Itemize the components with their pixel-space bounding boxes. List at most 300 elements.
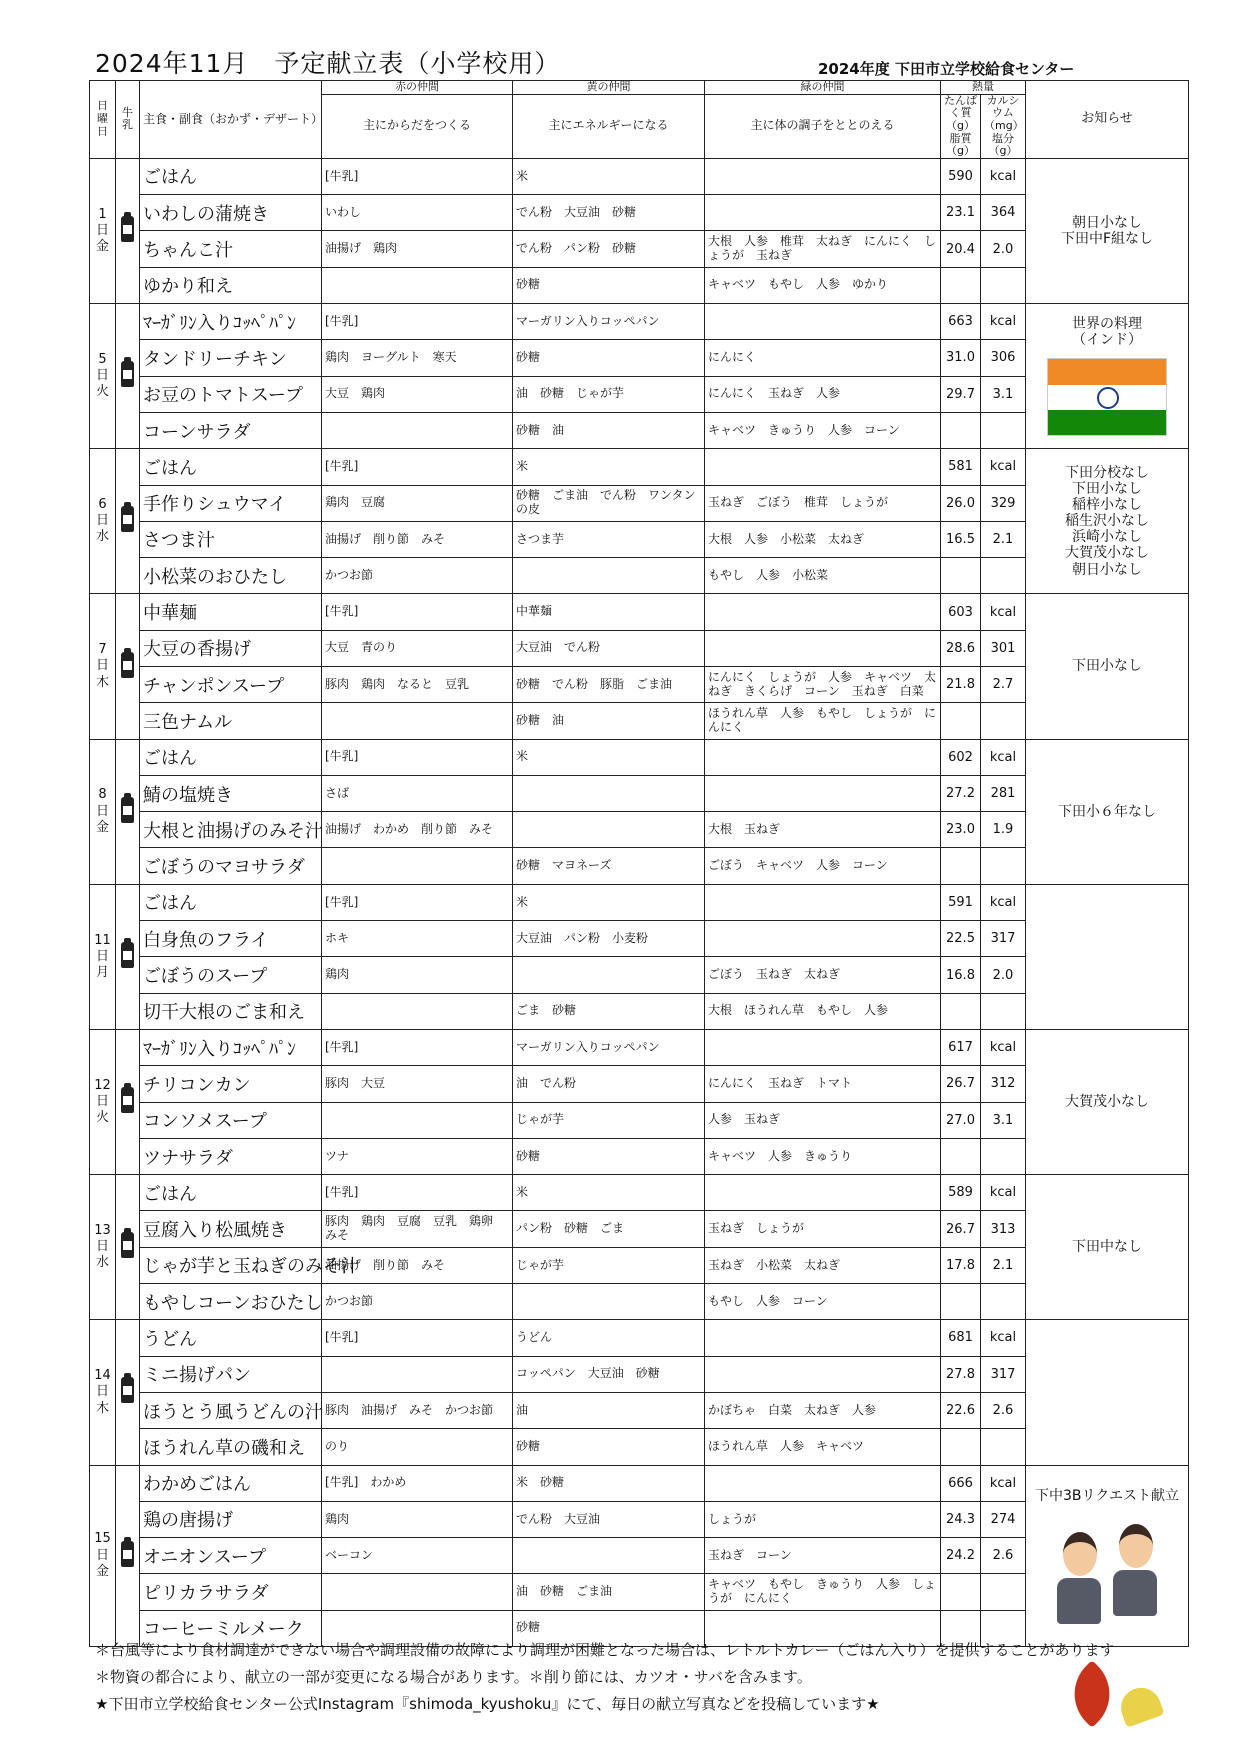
nutrition-value-2: 274	[981, 1501, 1026, 1537]
yellow-ingredients	[513, 1538, 705, 1574]
notice-text: 世界の料理	[1072, 316, 1142, 333]
table-row	[90, 195, 1189, 231]
nutrition-value-2: 2.6	[981, 1392, 1026, 1428]
green-ingredients: しょうが	[705, 1501, 941, 1537]
notice-text: 下田小なし	[1072, 481, 1142, 498]
milk-cell	[116, 1175, 140, 1320]
green-ingredients: 玉ねぎ ごぼう 椎茸 しょうが	[705, 485, 941, 521]
nutrition-value-1: 22.6	[941, 1392, 981, 1428]
day-date: 13	[94, 1222, 111, 1238]
table-row	[90, 1465, 1189, 1501]
nutrition-value-2: 2.7	[981, 667, 1026, 703]
green-ingredients: にんにく 玉ねぎ 人参	[705, 376, 941, 412]
day-cell	[90, 1465, 116, 1646]
milk-cell	[116, 1465, 140, 1646]
col-protein-fat: たんぱく質（g） 脂質（g）	[941, 94, 981, 158]
dish-name: 豆腐入り松風焼き	[140, 1211, 322, 1247]
notice-text: （インド）	[1072, 332, 1142, 349]
green-ingredients: 大根 人参 椎茸 太ねぎ にんにく しょうが 玉ねぎ	[705, 231, 941, 267]
red-ingredients: [牛乳]	[322, 449, 513, 485]
green-ingredients: ごぼう キャベツ 人参 コーン	[705, 848, 941, 884]
nutrition-value-1	[941, 1574, 981, 1610]
dish-name: ちゃんこ汁	[140, 231, 322, 267]
yellow-ingredients: 砂糖	[513, 1610, 705, 1646]
dish-name: 三色ナムル	[140, 703, 322, 739]
milk-cell	[116, 304, 140, 449]
green-ingredients	[705, 449, 941, 485]
red-ingredients	[322, 993, 513, 1029]
dish-name: ごはん	[140, 1175, 322, 1211]
day-unit: 日	[95, 1093, 109, 1109]
dish-name: 小松菜のおひたし	[140, 558, 322, 594]
nutrition-value-2: 301	[981, 630, 1026, 666]
dish-name: うどん	[140, 1320, 322, 1356]
red-ingredients: [牛乳]	[322, 884, 513, 920]
nutrition-value-2: 317	[981, 921, 1026, 957]
table-row	[90, 158, 1189, 194]
day-unit: 日	[95, 513, 109, 529]
nutrition-value-1: 24.2	[941, 1538, 981, 1574]
day-cell	[90, 158, 116, 303]
nutrition-value-1	[941, 993, 981, 1029]
day-weekday: 金	[95, 1563, 109, 1579]
yellow-ingredients: でん粉 大豆油	[513, 1501, 705, 1537]
yellow-ingredients: 砂糖	[513, 1138, 705, 1174]
nutrition-value-2: 317	[981, 1356, 1026, 1392]
nutrition-value-1	[941, 1138, 981, 1174]
yellow-ingredients: 米	[513, 1175, 705, 1211]
nutrition-value-1: 28.6	[941, 630, 981, 666]
day-date: 15	[94, 1531, 111, 1547]
day-weekday: 木	[95, 1400, 109, 1416]
table-row	[90, 1066, 1189, 1102]
students-illustration	[1047, 1524, 1167, 1624]
milk-carton-icon	[121, 942, 134, 968]
dish-name: ごはん	[140, 739, 322, 775]
nutrition-value-1: 617	[941, 1029, 981, 1065]
nutrition-value-1	[941, 1284, 981, 1320]
nutrition-value-1: 16.8	[941, 957, 981, 993]
notice-text: 浜崎小なし	[1072, 529, 1142, 546]
red-ingredients: かつお節	[322, 558, 513, 594]
green-ingredients: キャベツ 人参 きゅうり	[705, 1138, 941, 1174]
dish-name: チリコンカン	[140, 1066, 322, 1102]
notice-cell	[1026, 1320, 1189, 1465]
green-ingredients: ごぼう 玉ねぎ 太ねぎ	[705, 957, 941, 993]
table-row	[90, 775, 1189, 811]
student-head	[1119, 1524, 1153, 1568]
nutrition-value-2: kcal	[981, 739, 1026, 775]
yellow-ingredients: 砂糖 マヨネーズ	[513, 848, 705, 884]
milk-cell	[116, 739, 140, 884]
nutrition-value-2: 3.1	[981, 376, 1026, 412]
nutrition-value-1: 24.3	[941, 1501, 981, 1537]
green-ingredients	[705, 775, 941, 811]
green-ingredients: 玉ねぎ しょうが	[705, 1211, 941, 1247]
nutrition-value-2: 2.1	[981, 1247, 1026, 1283]
day-date: 6	[98, 496, 107, 512]
red-ingredients	[322, 1574, 513, 1610]
green-ingredients: にんにく	[705, 340, 941, 376]
table-row	[90, 993, 1189, 1029]
nutrition-value-1: 27.8	[941, 1356, 981, 1392]
red-ingredients: ベーコン	[322, 1538, 513, 1574]
dish-name: オニオンスープ	[140, 1538, 322, 1574]
nutrition-value-2: kcal	[981, 304, 1026, 340]
table-row	[90, 1029, 1189, 1065]
boy-student-icon	[1057, 1532, 1103, 1624]
green-ingredients: 大根 玉ねぎ	[705, 812, 941, 848]
red-ingredients: 大豆 青のり	[322, 630, 513, 666]
yellow-ingredients: でん粉 大豆油 砂糖	[513, 195, 705, 231]
notice-text: 下田分校なし	[1065, 464, 1149, 481]
dish-name: チャンポンスープ	[140, 667, 322, 703]
day-cell	[90, 1029, 116, 1174]
notice-text: 下中3Bリクエスト献立	[1035, 1487, 1179, 1504]
notice-text: 朝日小なし	[1072, 214, 1142, 231]
red-ingredients: さば	[322, 775, 513, 811]
table-row	[90, 1138, 1189, 1174]
nutrition-value-1	[941, 848, 981, 884]
yellow-ingredients: 砂糖 ごま油 でん粉 ワンタンの皮	[513, 485, 705, 521]
dish-name: タンドリーチキン	[140, 340, 322, 376]
red-ingredients: 豚肉 大豆	[322, 1066, 513, 1102]
green-ingredients: もやし 人参 小松菜	[705, 558, 941, 594]
dish-name: ごはん	[140, 449, 322, 485]
dish-name: わかめごはん	[140, 1465, 322, 1501]
green-ingredients: 人参 玉ねぎ	[705, 1102, 941, 1138]
table-row	[90, 884, 1189, 920]
yellow-ingredients	[513, 558, 705, 594]
nutrition-value-2: 329	[981, 485, 1026, 521]
nutrition-value-2: 2.6	[981, 1538, 1026, 1574]
notice-cell	[1026, 304, 1189, 449]
day-unit: 日	[95, 803, 109, 819]
table-row	[90, 957, 1189, 993]
nutrition-value-2: 312	[981, 1066, 1026, 1102]
day-weekday: 火	[95, 1110, 109, 1126]
table-row	[90, 376, 1189, 412]
nutrition-value-1: 589	[941, 1175, 981, 1211]
dish-name: 白身魚のフライ	[140, 921, 322, 957]
day-date: 8	[98, 787, 107, 803]
nutrition-value-1: 26.7	[941, 1066, 981, 1102]
green-ingredients	[705, 630, 941, 666]
nutrition-value-2: 2.0	[981, 231, 1026, 267]
dish-name: いわしの蒲焼き	[140, 195, 322, 231]
yellow-ingredients: 油	[513, 1392, 705, 1428]
red-ingredients: ツナ	[322, 1138, 513, 1174]
notice-cell	[1026, 1175, 1189, 1320]
table-row	[90, 1356, 1189, 1392]
milk-cell	[116, 158, 140, 303]
nutrition-value-1: 681	[941, 1320, 981, 1356]
nutrition-value-2	[981, 848, 1026, 884]
table-row	[90, 340, 1189, 376]
nutrition-value-1: 22.5	[941, 921, 981, 957]
notice-text: 下田中なし	[1072, 1239, 1142, 1256]
green-ingredients: 大根 ほうれん草 もやし 人参	[705, 993, 941, 1029]
dish-name: ゆかり和え	[140, 267, 322, 303]
nutrition-value-1: 20.4	[941, 231, 981, 267]
notice-text: 朝日小なし	[1072, 561, 1142, 578]
dish-name: ほうとう風うどんの汁	[140, 1392, 322, 1428]
red-ingredients: [牛乳]	[322, 1175, 513, 1211]
col-yellow-sub: 主にエネルギーになる	[513, 94, 705, 158]
nutrition-value-1: 21.8	[941, 667, 981, 703]
nutrition-value-1: 26.0	[941, 485, 981, 521]
notice-cell	[1026, 739, 1189, 884]
nutrition-value-2	[981, 993, 1026, 1029]
table-row	[90, 1392, 1189, 1428]
page-title: 2024年11月 予定献立表（小学校用）	[95, 49, 561, 78]
red-ingredients: [牛乳] わかめ	[322, 1465, 513, 1501]
dish-name: ごぼうのマヨサラダ	[140, 848, 322, 884]
milk-carton-icon	[121, 216, 134, 242]
student-head	[1063, 1532, 1097, 1576]
nutrition-value-2: 2.0	[981, 957, 1026, 993]
dish-name: 鶏の唐揚げ	[140, 1501, 322, 1537]
day-cell	[90, 1175, 116, 1320]
footnote-change: ＊物資の都合により、献立の一部が変更になる場合があります。＊削り節には、カツオ・サバを含みます。	[95, 1668, 812, 1686]
red-ingredients	[322, 267, 513, 303]
table-row	[90, 1175, 1189, 1211]
nutrition-value-1	[941, 1429, 981, 1465]
red-ingredients	[322, 848, 513, 884]
table-row	[90, 739, 1189, 775]
yellow-ingredients: うどん	[513, 1320, 705, 1356]
nutrition-value-2: kcal	[981, 594, 1026, 630]
dish-name: ごはん	[140, 158, 322, 194]
col-day: 日曜日	[90, 81, 116, 159]
milk-carton-icon	[121, 1377, 134, 1403]
red-ingredients: 油揚げ 鶏肉	[322, 231, 513, 267]
day-weekday: 木	[95, 674, 109, 690]
notice-cell	[1026, 594, 1189, 739]
yellow-ingredients: 油 砂糖 ごま油	[513, 1574, 705, 1610]
red-ingredients: 豚肉 油揚げ みそ かつお節	[322, 1392, 513, 1428]
nutrition-value-2: 281	[981, 775, 1026, 811]
red-ingredients: いわし	[322, 195, 513, 231]
day-date: 5	[98, 351, 107, 367]
green-ingredients	[705, 1320, 941, 1356]
nutrition-value-2	[981, 412, 1026, 448]
table-row	[90, 449, 1189, 485]
yellow-ingredients: じゃが芋	[513, 1247, 705, 1283]
center-name: 2024年度 下田市立学校給食センター	[818, 60, 1075, 78]
yellow-ingredients: 砂糖 でん粉 豚脂 ごま油	[513, 667, 705, 703]
yellow-ingredients	[513, 775, 705, 811]
yellow-ingredients: 砂糖	[513, 267, 705, 303]
col-dish: 主食・副食（おかず・デザート）	[140, 81, 322, 159]
milk-carton-icon	[121, 361, 134, 387]
yellow-ingredients: パン粉 砂糖 ごま	[513, 1211, 705, 1247]
green-ingredients: 玉ねぎ 小松菜 太ねぎ	[705, 1247, 941, 1283]
table-row	[90, 558, 1189, 594]
dish-name: 切干大根のごま和え	[140, 993, 322, 1029]
notice-cell	[1026, 449, 1189, 594]
milk-carton-icon	[121, 1541, 134, 1567]
red-ingredients: ホキ	[322, 921, 513, 957]
table-row	[90, 703, 1189, 739]
table-row	[90, 485, 1189, 521]
maple-leaf-icon	[1058, 1660, 1126, 1728]
day-unit: 日	[95, 1547, 109, 1563]
yellow-ingredients: 砂糖 油	[513, 703, 705, 739]
nutrition-value-1: 590	[941, 158, 981, 194]
dish-name: 大豆の香揚げ	[140, 630, 322, 666]
red-ingredients: 鶏肉 ヨーグルト 寒天	[322, 340, 513, 376]
green-ingredients	[705, 594, 941, 630]
table-row	[90, 304, 1189, 340]
dish-name: ミニ揚げパン	[140, 1356, 322, 1392]
dish-name: 大根と油揚げのみそ汁	[140, 812, 322, 848]
footnotes	[95, 1637, 1195, 1718]
nutrition-value-2: 3.1	[981, 1102, 1026, 1138]
notice-text: 下田中F組なし	[1060, 230, 1154, 247]
nutrition-value-2	[981, 558, 1026, 594]
day-unit: 日	[95, 1384, 109, 1400]
notice-cell	[1026, 1465, 1189, 1646]
yellow-ingredients: さつま芋	[513, 521, 705, 557]
table-row	[90, 1538, 1189, 1574]
milk-cell	[116, 1320, 140, 1465]
day-cell	[90, 304, 116, 449]
milk-carton-icon	[121, 1232, 134, 1258]
nutrition-value-1: 26.7	[941, 1211, 981, 1247]
dish-name: コーヒーミルメーク	[140, 1610, 322, 1646]
red-ingredients: 大豆 鶏肉	[322, 376, 513, 412]
nutrition-value-1: 591	[941, 884, 981, 920]
red-ingredients	[322, 1102, 513, 1138]
flag-band	[1048, 359, 1166, 384]
nutrition-value-1	[941, 558, 981, 594]
nutrition-value-2: 1.9	[981, 812, 1026, 848]
milk-carton-icon	[121, 797, 134, 823]
yellow-ingredients	[513, 1284, 705, 1320]
day-cell	[90, 1320, 116, 1465]
yellow-ingredients: 砂糖 油	[513, 412, 705, 448]
dish-name: ピリカラサラダ	[140, 1574, 322, 1610]
footnote-typhoon: ＊台風等により食材調達ができない場合や調理設備の故障により調理が困難となった場合は、レトルトカレー（ごはん入り）を提供することがあります	[95, 1641, 1115, 1659]
dish-name: 中華麺	[140, 594, 322, 630]
nutrition-value-1	[941, 267, 981, 303]
green-ingredients	[705, 1175, 941, 1211]
yellow-ingredients: 米	[513, 449, 705, 485]
day-date: 12	[94, 1077, 111, 1093]
girl-student-icon	[1113, 1524, 1159, 1616]
yellow-ingredients: 油 でん粉	[513, 1066, 705, 1102]
table-row	[90, 630, 1189, 666]
col-calcium-salt: カルシウム（mg） 塩分（g）	[981, 94, 1026, 158]
table-row	[90, 921, 1189, 957]
nutrition-value-2	[981, 1574, 1026, 1610]
yellow-ingredients: 米	[513, 739, 705, 775]
green-ingredients: にんにく 玉ねぎ トマト	[705, 1066, 941, 1102]
day-unit: 日	[95, 658, 109, 674]
red-ingredients	[322, 412, 513, 448]
day-weekday: 火	[95, 384, 109, 400]
red-ingredients: [牛乳]	[322, 158, 513, 194]
notice-cell	[1026, 1029, 1189, 1174]
milk-cell	[116, 594, 140, 739]
nutrition-value-1: 602	[941, 739, 981, 775]
red-ingredients: 油揚げ 削り節 みそ	[322, 521, 513, 557]
nutrition-value-2: 313	[981, 1211, 1026, 1247]
col-yellow-group: 黄の仲間	[513, 81, 705, 95]
milk-cell	[116, 884, 140, 1029]
green-ingredients: 玉ねぎ コーン	[705, 1538, 941, 1574]
green-ingredients	[705, 884, 941, 920]
table-row	[90, 412, 1189, 448]
notice-text: 下田小なし	[1072, 658, 1142, 675]
green-ingredients: キャベツ もやし きゅうり 人参 しょうが にんにく	[705, 1574, 941, 1610]
student-uniform	[1113, 1570, 1157, 1616]
nutrition-value-1: 31.0	[941, 340, 981, 376]
yellow-ingredients: ごま 砂糖	[513, 993, 705, 1029]
nutrition-value-1: 29.7	[941, 376, 981, 412]
nutrition-value-1	[941, 412, 981, 448]
table-row	[90, 1211, 1189, 1247]
nutrition-value-1: 27.0	[941, 1102, 981, 1138]
menu-table	[89, 80, 1189, 1647]
nutrition-value-2	[981, 267, 1026, 303]
green-ingredients	[705, 304, 941, 340]
dish-name: お豆のトマトスープ	[140, 376, 322, 412]
table-row	[90, 1102, 1189, 1138]
milk-carton-icon	[121, 652, 134, 678]
nutrition-value-1: 23.1	[941, 195, 981, 231]
red-ingredients	[322, 703, 513, 739]
dish-name: ツナサラダ	[140, 1138, 322, 1174]
col-notice: お知らせ	[1026, 81, 1189, 159]
yellow-ingredients: マーガリン入りコッペパン	[513, 1029, 705, 1065]
yellow-ingredients: コッペパン 大豆油 砂糖	[513, 1356, 705, 1392]
menu-body	[90, 158, 1189, 1646]
dish-name: 手作りシュウマイ	[140, 485, 322, 521]
yellow-ingredients: 中華麺	[513, 594, 705, 630]
table-row	[90, 848, 1189, 884]
table-row	[90, 231, 1189, 267]
nutrition-value-2	[981, 1284, 1026, 1320]
day-weekday: 水	[95, 529, 109, 545]
red-ingredients: 鶏肉	[322, 957, 513, 993]
day-date: 1	[98, 206, 107, 222]
red-ingredients	[322, 1356, 513, 1392]
col-milk: 牛乳	[116, 81, 140, 159]
col-green-sub: 主に体の調子をととのえる	[705, 94, 941, 158]
day-cell	[90, 739, 116, 884]
green-ingredients: キャベツ もやし 人参 ゆかり	[705, 267, 941, 303]
dish-name: ﾏｰｶﾞﾘﾝ入りｺｯﾍﾟﾊﾟﾝ	[140, 304, 322, 340]
milk-cell	[116, 449, 140, 594]
table-row	[90, 521, 1189, 557]
table-row	[90, 594, 1189, 630]
green-ingredients: 大根 人参 小松菜 太ねぎ	[705, 521, 941, 557]
green-ingredients: もやし 人参 コーン	[705, 1284, 941, 1320]
nutrition-value-2: kcal	[981, 884, 1026, 920]
nutrition-value-2	[981, 1138, 1026, 1174]
nutrition-value-2: kcal	[981, 449, 1026, 485]
green-ingredients: ほうれん草 人参 キャベツ	[705, 1429, 941, 1465]
day-date: 11	[94, 932, 111, 948]
green-ingredients: かぼちゃ 白菜 太ねぎ 人参	[705, 1392, 941, 1428]
dish-name: コーンサラダ	[140, 412, 322, 448]
yellow-ingredients: じゃが芋	[513, 1102, 705, 1138]
nutrition-value-1: 17.8	[941, 1247, 981, 1283]
day-unit: 日	[95, 1239, 109, 1255]
nutrition-value-2: kcal	[981, 1320, 1026, 1356]
